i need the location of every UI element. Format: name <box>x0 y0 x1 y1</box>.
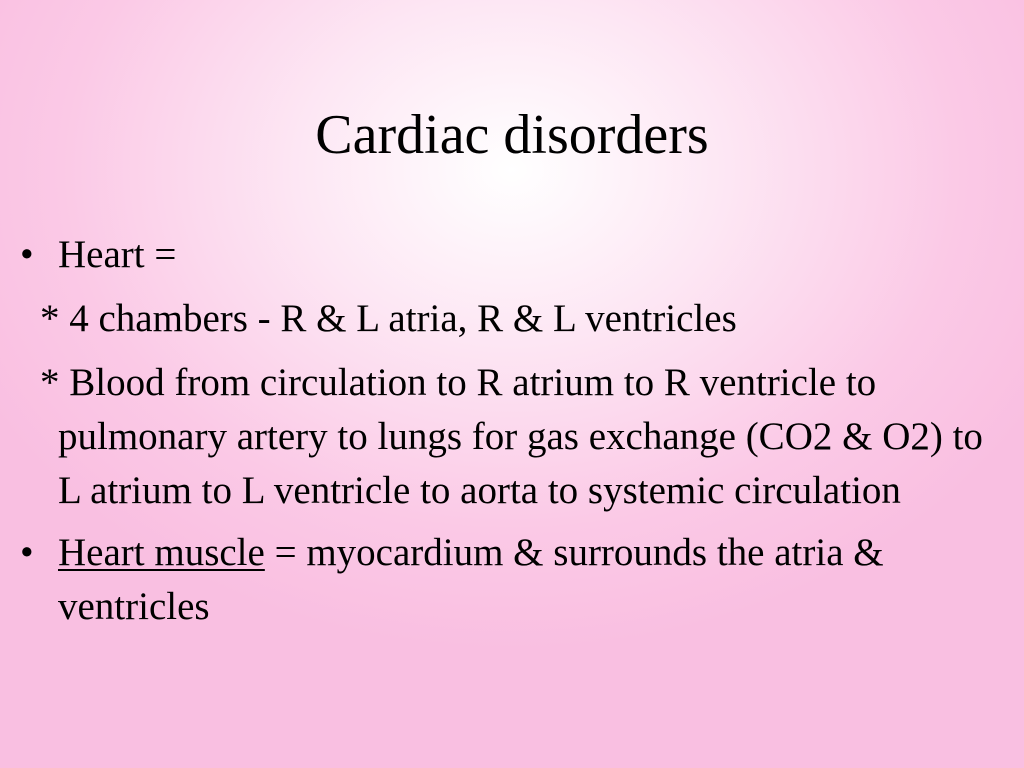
slide-title: Cardiac disorders <box>315 104 709 166</box>
bullet-marker: • <box>20 531 34 574</box>
bullet-item-heart-muscle <box>20 526 1010 634</box>
sub-item-marker: * <box>40 297 70 340</box>
sub-item-blood-flow <box>20 356 1010 518</box>
sub-item-text: 4 chambers - R & L atria, R & L ventricles <box>69 297 737 340</box>
bullet-text: = myocardium & surrounds the atria & ventricles <box>58 531 884 628</box>
bullet-text: Heart = <box>58 233 177 276</box>
bullet-item-heart <box>20 228 1010 282</box>
underlined-term: Heart muscle <box>58 531 265 574</box>
sub-item-text: Blood from circulation to R atrium to R ventricle to pulmonary artery to lungs for gas exchange (CO2 & O2) to L atrium to L ventricle to aorta to systemic circulation <box>58 361 983 512</box>
sub-item-chambers <box>20 292 1010 346</box>
sub-item-marker: * <box>40 361 70 404</box>
slide-content <box>20 228 1010 634</box>
bullet-marker: • <box>20 233 34 276</box>
